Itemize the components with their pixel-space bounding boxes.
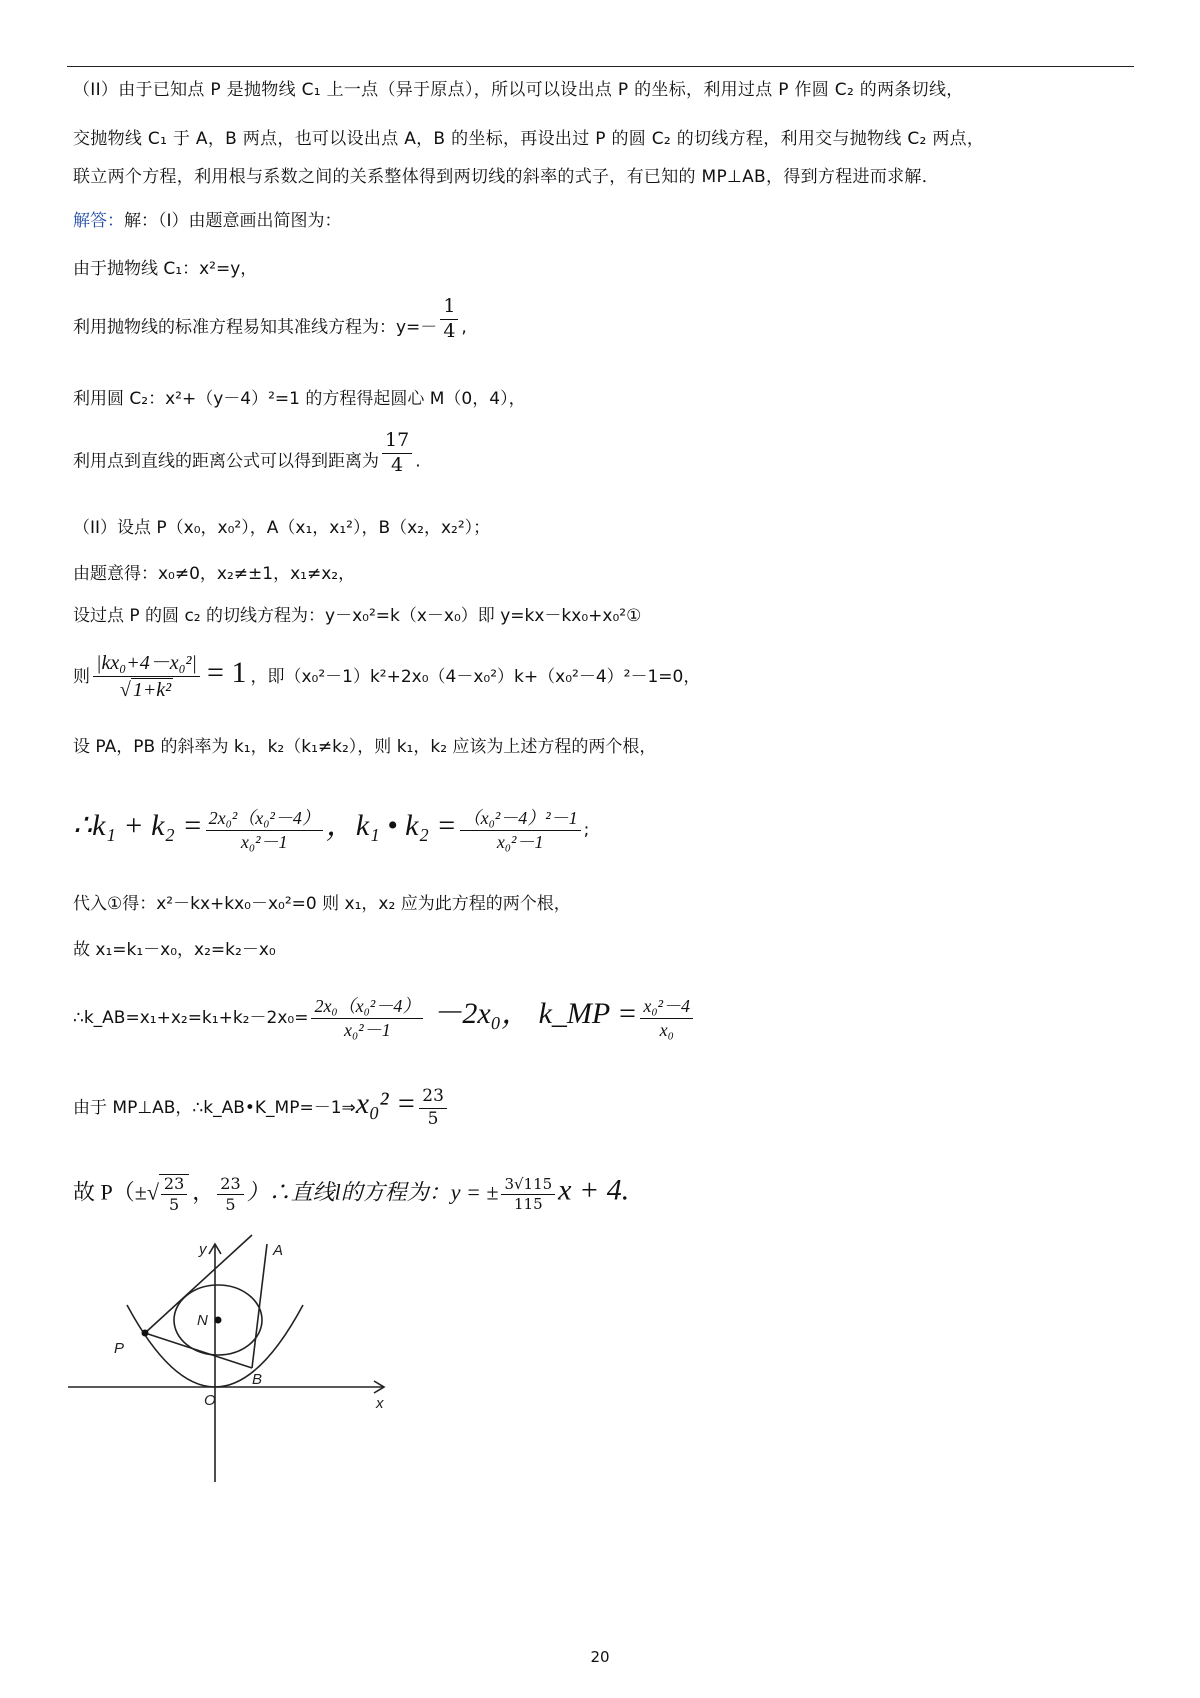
label-o: O [204, 1392, 216, 1409]
label-n: N [197, 1312, 208, 1329]
answer-label: 解答： [73, 211, 124, 231]
header-rule [67, 66, 1134, 67]
step-substitute: 代入①得：x²－kx+kx₀－x₀²=0 则 x₁，x₂ 应为此方程的两个根， [73, 894, 571, 914]
step-set-points: （II）设点 P（x₀，x₀²），A（x₁，x₁²），B（x₂，x₂²）； [73, 518, 491, 538]
step-circle-center: 利用圆 C₂：x²+（y－4）²=1 的方程得起圆心 M（0，4）， [73, 389, 526, 409]
distance-fraction: $\frac{\text{|kx₀+4－x₀²|}}{\text{√ 1+k²}}$ [93, 652, 200, 702]
step-tangent-equation: 设过点 P 的圆 c₂ 的切线方程为：y－x₀²=k（x－x₀）即 y=kx－kx₀+x₀²① [73, 606, 642, 626]
fraction-23-5-y: $\frac{23}{5}$ [217, 1175, 243, 1215]
label-b: B [252, 1371, 263, 1388]
step-distance: 利用点到直线的距离公式可以得到距离为 $\frac{17}{4}$ . [73, 429, 421, 476]
label-x: x [376, 1395, 384, 1412]
step-directrix: 利用抛物线的标准方程易知其准线方程为：y=－ $\frac{1}{4}$ , [73, 295, 467, 342]
point-p [142, 1330, 149, 1337]
kmp-fraction: $\frac{\text{x₀²－4}}{\text{x₀}}$ [640, 996, 693, 1040]
label-p: P [114, 1340, 125, 1357]
label-a: A [273, 1242, 284, 1259]
step-perpendicular: 由于 MP⊥AB，∴k_AB•K_MP=－1⇒x₀² = $\frac{23}{5}$ [73, 1087, 450, 1129]
kab-fraction: $\frac{\text{2x₀（x₀²－4）}}{\text{x₀²－1}}$ [311, 996, 423, 1040]
chord-ab [252, 1244, 267, 1368]
page-number: 20 [590, 1648, 610, 1666]
answer-intro: 解答：解：（I）由题意画出简图为： [73, 211, 342, 231]
step-vieta: ∴k₁ + k₂ = $\frac{\text{2x₀²（x₀²－4）}}{\text{x₀²－1}}$ ，k₁ • k₂ = $\frac{\text{（x₀²－4）²－1}}{\text{x₀²－1}}$ ; [73, 808, 590, 852]
step-slope-ab: ∴k_AB=x₁+x₂=k₁+k₂－2x₀= $\frac{\text{2x₀（x₀²－4）}}{\text{x₀²－1}}$ －2x₀， k_MP = $\frac{\text{x₀²－4}}{\text{x₀}}$ [73, 996, 696, 1040]
analysis-line-3: 联立两个方程，利用根与系数之间的关系整体得到两切线的斜率的式子，有已知的 MP⊥AB，得到方程进而求解． [73, 167, 940, 187]
step-parabola: 由于抛物线 C₁：x²=y， [73, 259, 258, 279]
fraction-23-5: $\frac{23}{5}$ [419, 1087, 447, 1129]
label-y: y [199, 1241, 207, 1258]
sum-fraction: $\frac{\text{2x₀²（x₀²－4）}}{\text{x₀²－1}}$ [206, 808, 323, 852]
figure-parabola-circle [66, 1230, 406, 1490]
analysis-line-1: （II）由于已知点 P 是抛物线 C₁ 上一点（异于原点），所以可以设出点 P 的坐标，利用过点 P 作圆 C₂ 的两条切线， [73, 80, 964, 100]
product-fraction: $\frac{\text{（x₀²－4）²－1}}{\text{x₀²－1}}$ [460, 808, 581, 852]
analysis-line-2: 交抛物线 C₁ 于 A，B 两点，也可以设出点 A，B 的坐标，再设出过 P 的圆 C₂ 的切线方程，利用交与抛物线 C₂ 两点， [73, 129, 985, 149]
step-distance-condition: 则 $\frac{\text{|kx₀+4－x₀²|}}{\text{√ 1+k²}}$ = 1 ，即（x₀²－1）k²+2x₀（4－x₀²）k+（x₀²－4）²－1=0， [73, 652, 701, 701]
point-n [215, 1317, 222, 1324]
step-final-line: 故 P（±√ $\frac{23}{5}$ ， $\frac{23}{5}$ ）∴直线l的方程为：y = ± $\frac{3√115}{115}$ x + 4. [73, 1173, 630, 1215]
step-conditions: 由题意得：x₀≠0，x₂≠±1，x₁≠x₂， [73, 564, 356, 584]
slope-fraction: $\frac{3√115}{115}$ [501, 1176, 555, 1214]
tangent-line-pb [145, 1333, 252, 1368]
fraction-17-4: $\frac{17}{4}$ [382, 430, 412, 477]
sqrt-fraction: $\frac{23}{5}$ [159, 1174, 189, 1215]
fraction-one-quarter: $\frac{1}{4}$ [440, 296, 458, 343]
step-roots: 故 x₁=k₁－x₀，x₂=k₂－x₀ [73, 940, 276, 960]
step-slopes: 设 PA，PB 的斜率为 k₁，k₂（k₁≠k₂），则 k₁，k₂ 应该为上述方程的两个根， [73, 737, 657, 757]
